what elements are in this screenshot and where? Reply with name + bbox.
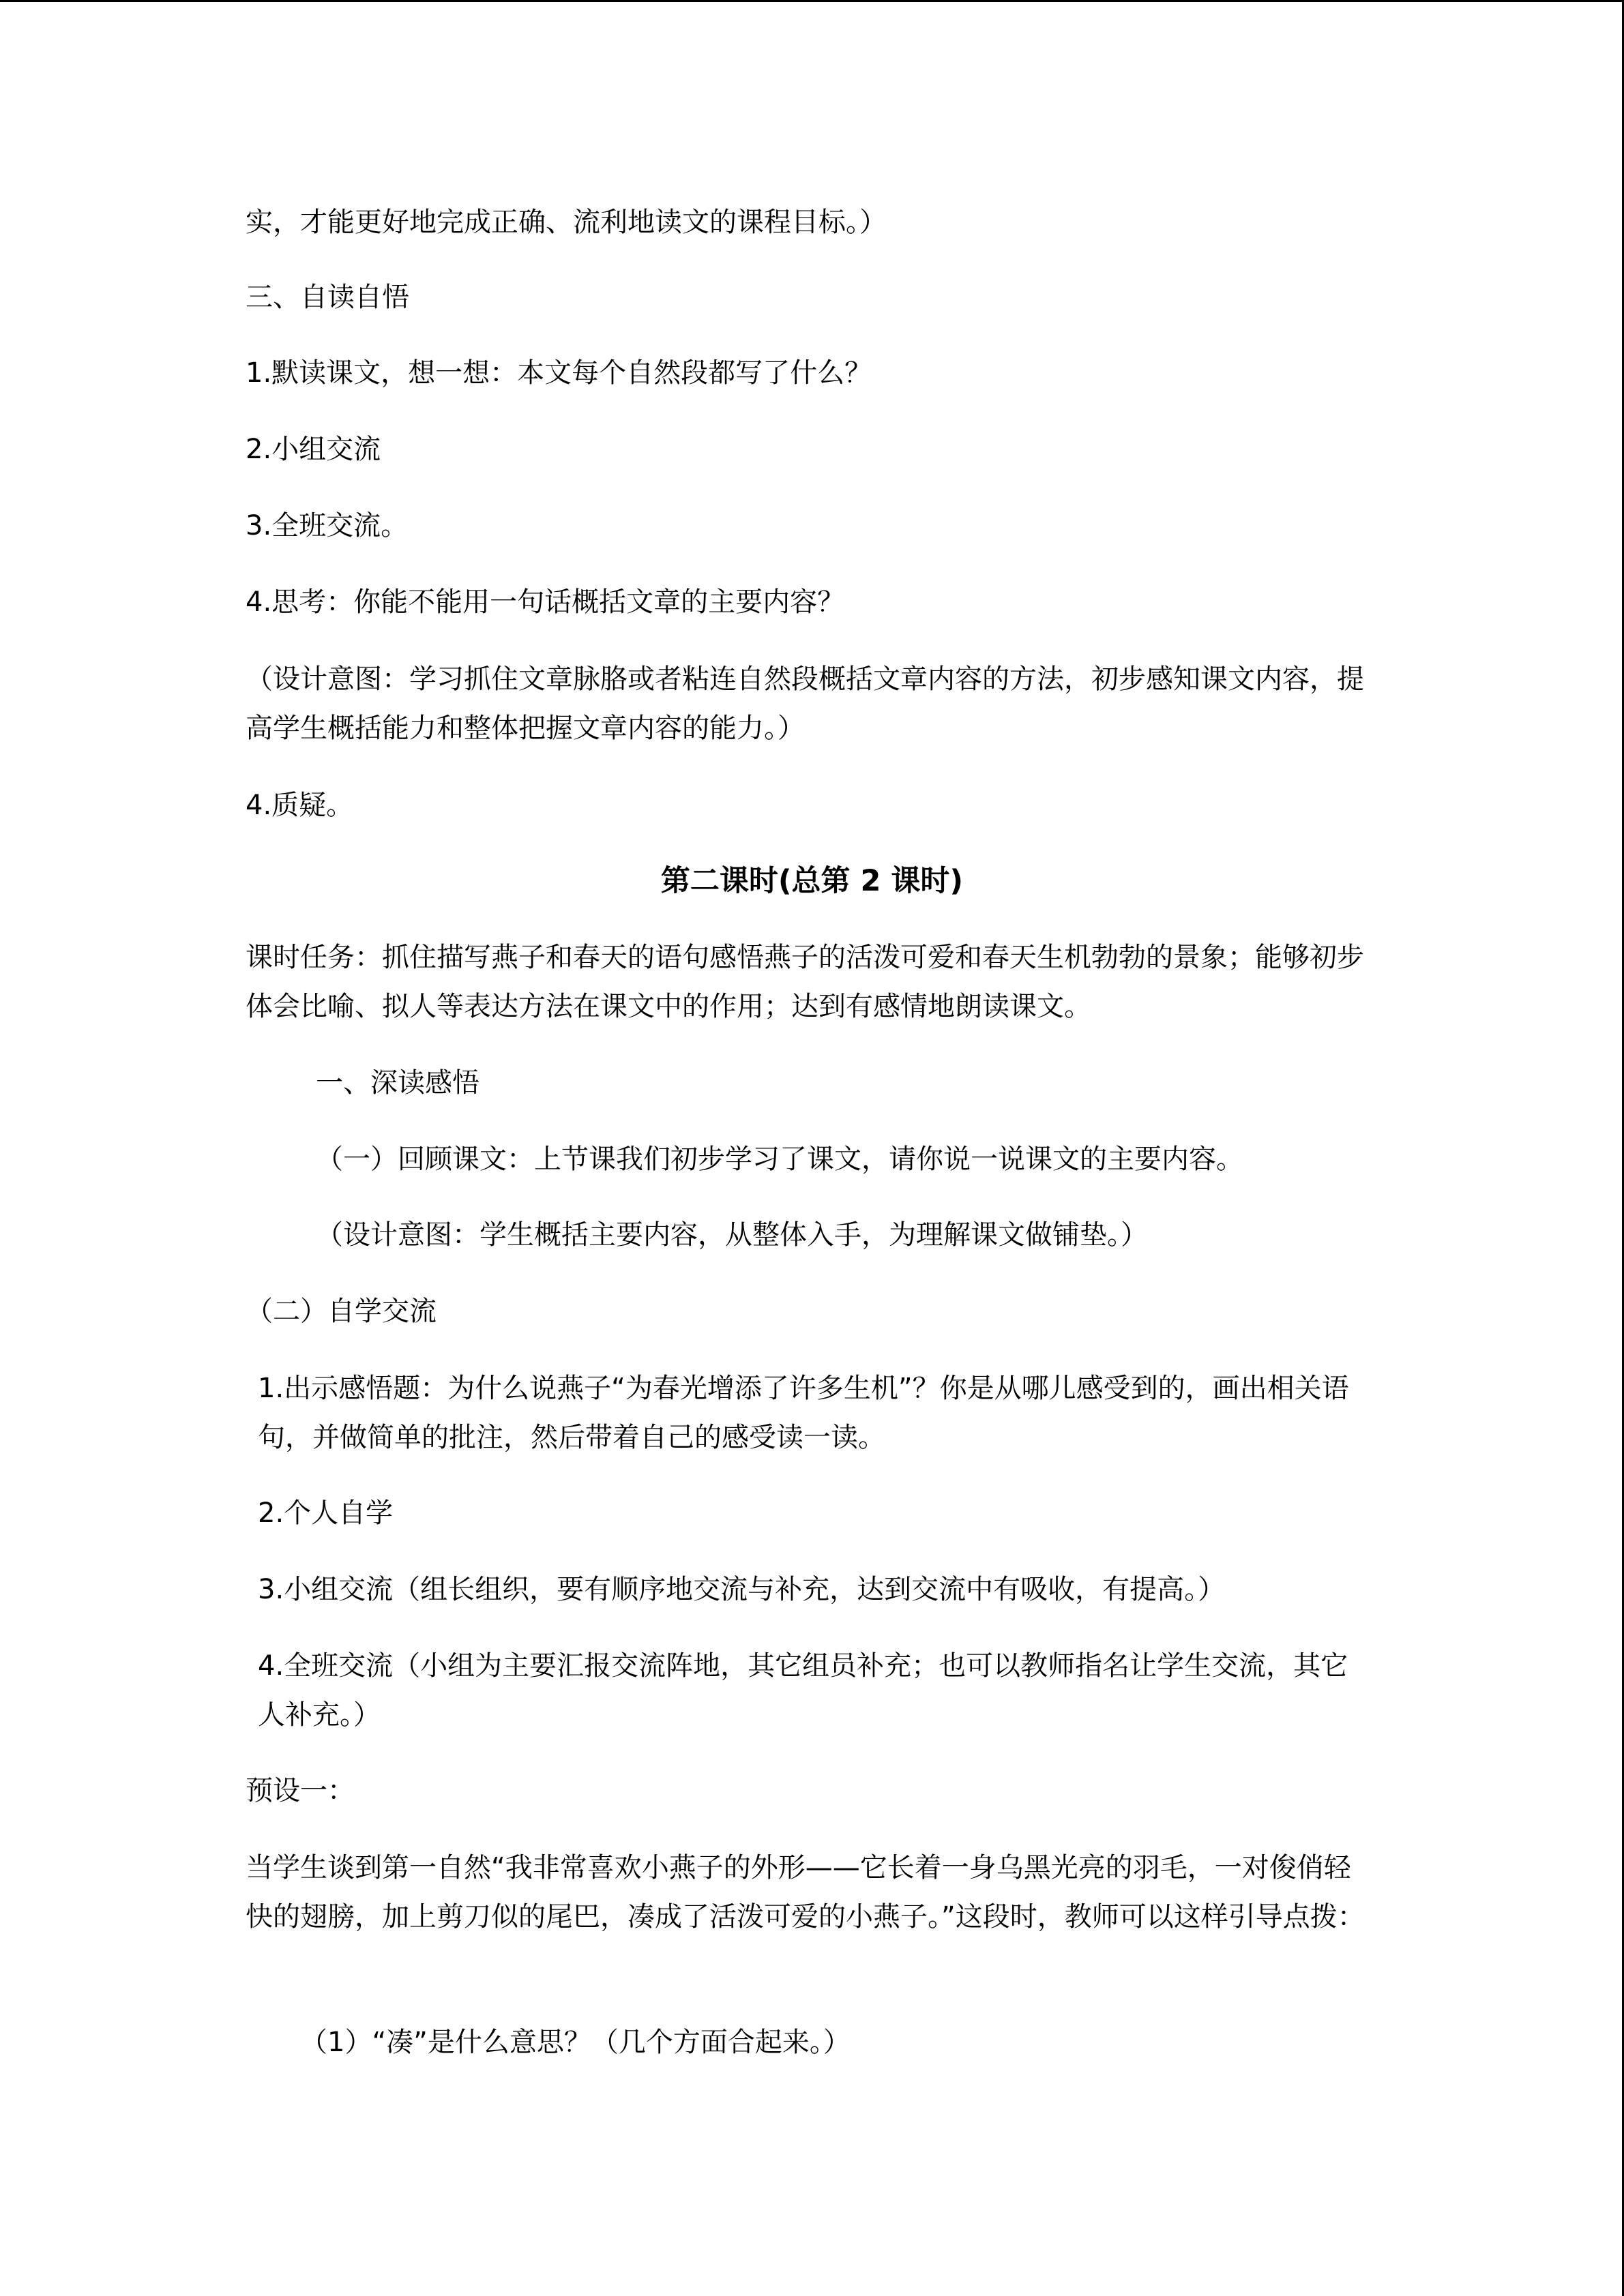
- list-item: 1.出示感悟题：为什么说燕子“为春光增添了许多生机”？你是从哪儿感受到的，画出相关语句，并做简单的批注，然后带着自己的感受读一读。: [258, 1373, 1349, 1453]
- preset-label: 预设一：: [246, 1775, 355, 1806]
- subsection-heading: （二）自学交流: [246, 1296, 437, 1327]
- design-intent-note: （设计意图：学习抓住文章脉胳或者粘连自然段概括文章内容的方法，初步感知课文内容，提高学生概括能力和整体把握文章内容的能力。）: [246, 664, 1364, 744]
- list-item: 1.默读课文，想一想：本文每个自然段都写了什么？: [246, 357, 872, 389]
- lesson-heading: 第二课时(总第 2 课时): [660, 864, 964, 898]
- list-item: 2.小组交流: [246, 434, 381, 465]
- design-intent-note: （设计意图：学生概括主要内容，从整体入手，为理解课文做铺垫。）: [316, 1219, 1148, 1251]
- list-item: 3.全班交流。: [246, 510, 409, 541]
- review-step: （一）回顾课文：上节课我们初步学习了课文，请你说一说课文的主要内容。: [316, 1144, 1243, 1175]
- question-item: （1）“凑”是什么意思？（几个方面合起来。）: [300, 2027, 851, 2058]
- list-item: 2.个人自学: [258, 1497, 394, 1529]
- list-item: 4.全班交流（小组为主要汇报交流阵地，其它组员补充；也可以教师指名让学生交流，其它人补充。）: [258, 1650, 1348, 1731]
- section-heading-deep-reading: 一、深读感悟: [316, 1067, 479, 1099]
- paragraph-continuation: 实，才能更好地完成正确、流利地读文的课程目标。）: [246, 207, 887, 238]
- preset-paragraph: 当学生谈到第一自然“我非常喜欢小燕子的外形——它长着一身乌黑光亮的羽毛，一对俊俏轻快的翅膀，加上剪刀似的尾巴，凑成了活泼可爱的小燕子。”这段时，教师可以这样引导点拨：: [246, 1852, 1365, 1933]
- lesson-task: 课时任务：抓住描写燕子和春天的语句感悟燕子的活泼可爱和春天生机勃勃的景象；能够初步体会比喻、拟人等表达方法在课文中的作用；达到有感情地朗读课文。: [246, 942, 1364, 1022]
- list-item: 3.小组交流（组长组织，要有顺序地交流与补充，达到交流中有吸收，有提高。）: [258, 1574, 1226, 1605]
- list-item: 4.思考：你能不能用一句话概括文章的主要内容？: [246, 586, 845, 618]
- section-heading-self-reading: 三、自读自悟: [246, 282, 409, 313]
- list-item: 4.质疑。: [246, 790, 354, 821]
